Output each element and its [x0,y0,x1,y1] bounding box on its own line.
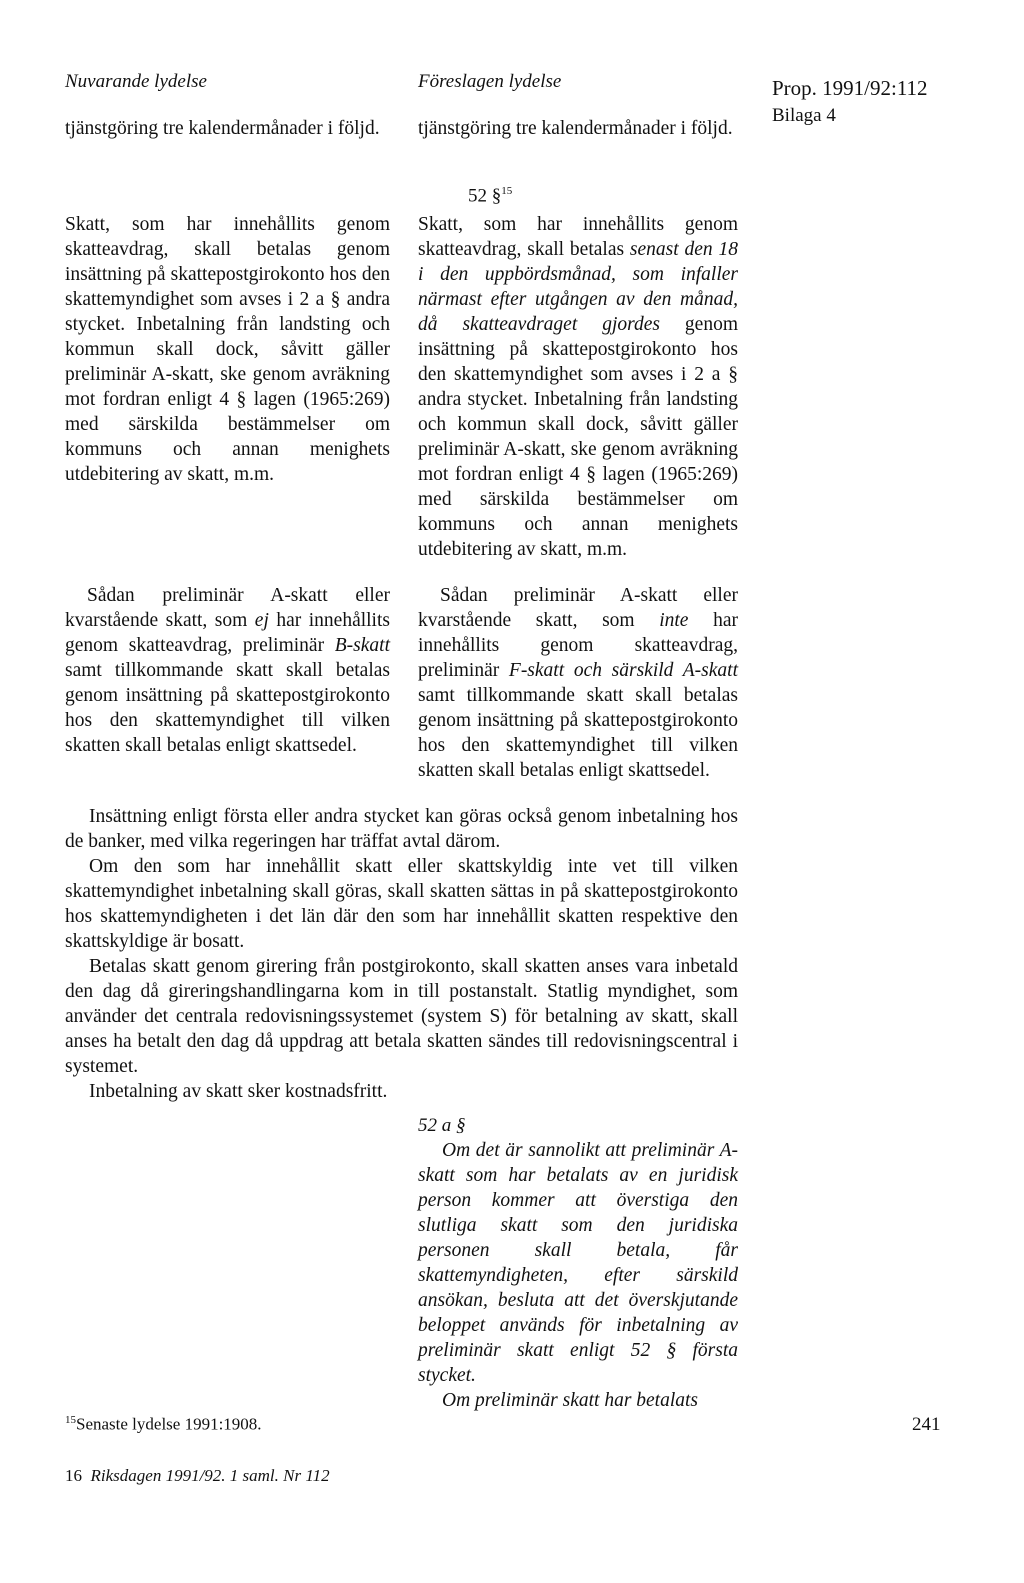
section-52-heading [468,185,512,207]
section-52-label: 52 § [468,185,502,207]
print-footer [65,1466,330,1486]
left-p2-c: har innehållits genom skatteavdrag, preliminär [65,610,390,656]
left-p2-b-skatt: B-skatt [334,635,390,656]
page-number: 241 [912,1414,941,1435]
column-header-proposed: Föreslagen lydelse [418,71,562,92]
footnote [65,1414,262,1435]
right-p2-f-skatt: F-skatt och särskild A-skatt [508,660,738,681]
right-p2-a: Sådan preliminär A-skatt eller kvarstående skatt, som [418,585,738,631]
full-paragraph-3: Betalas skatt genom girering från postgirokonto, skall skatten anses vara inbetald den dag då gireringshandlingarna kom in till postanstalt. Statlig myndighet, som använder det centrala redovisningssystemet (system S) för betalning av skatt, skall anses ha betalt den dag då uppdrag att betala skatten sändes till redovisningscentral i systemet. [65,956,738,1077]
right-paragraph-1 [418,212,738,562]
section-52a-paragraph-2: Om preliminär skatt har betalats [442,1390,699,1411]
left-paragraph-1: Skatt, som har innehållits genom skatteavdrag, skall betalas genom insättning på skattepostgirokonto hos den skattemyndighet som avses i 2 a § andra stycket. Inbetalning från landsting och kommun skall dock, såvitt gäller preliminär A-skatt, ske genom avräkning mot fordran enligt 4 § lagen (1965:269) med särskilda bestämmelser om kommuns och annan menighets utdebitering av skatt, m.m. [65,214,390,485]
footer-publication: Riksdagen 1991/92. 1 saml. Nr 112 [90,1466,330,1485]
footnote-number: 15 [65,1414,76,1426]
right-p2-e: samt tillkommande skatt skall betalas genom insättning på skattepostgirokonto hos den skattemyndighet till vilken skatten skall betalas enligt skattsedel. [418,685,738,781]
right-p1-c: genom insättning på skattepostgirokonto hos den skattemyndighet som avses i 2 a § andra stycket. Inbetalning från landsting och kommun skall dock, såvitt gäller preliminär A-skatt, ske genom avräkning mot fordran enligt 4 § lagen (1965:269) med särskilda bestämmelser om kommuns och annan menighets utdebitering av skatt, m.m. [418,314,739,560]
left-p2-ej: ej [254,610,269,631]
section-52a-paragraph-1: Om det är sannolikt att preliminär A-skatt som har betalats av en juridisk person kommer att överstiga den slutliga skatt som den juridiska personen skall betala, får skattemyndigheten, efter särskild ansökan, besluta att det överskjutande beloppet används för inbetalning av preliminär skatt enligt 52 § första stycket. [418,1140,738,1386]
full-width-text [65,804,738,1104]
footnote-ref: 15 [501,185,513,197]
left-paragraph-2 [65,583,390,758]
column-header-current: Nuvarande lydelse [65,71,207,92]
full-paragraph-1: Insättning enligt första eller andra stycket kan göras också genom inbetalning hos de banker, med vilka regeringen har träffat avtal därom. [65,806,738,852]
right-continuation: tjänstgöring tre kalendermånader i följd. [418,118,733,139]
left-continuation: tjänstgöring tre kalendermånader i följd. [65,118,380,139]
appendix-label: Bilaga 4 [772,105,836,126]
section-52a-text [418,1138,738,1413]
right-p2-c: har innehållits genom skatteavdrag, preliminär [418,610,738,681]
left-p2-e: samt tillkommande skatt skall betalas genom insättning på skattepostgirokonto hos den skattemyndighet till vilken skatten skall betalas enligt skattsedel. [65,660,390,756]
footer-sheet-number: 16 [65,1466,82,1485]
section-52a-heading: 52 a § [418,1115,466,1136]
full-paragraph-4: Inbetalning av skatt sker kostnadsfritt. [89,1081,388,1102]
footnote-text: Senaste lydelse 1991:1908. [76,1414,262,1434]
right-paragraph-2 [418,583,738,783]
right-p1-emphasis: senast den 18 i den uppbördsmånad, som infaller närmast efter utgången av den månad, då skatteavdraget gjordes [418,239,738,335]
proposition-number: Prop. 1991/92:112 [772,76,928,100]
right-p1-a: Skatt, som har innehållits genom skatteavdrag, skall betalas [418,214,738,260]
full-paragraph-2: Om den som har innehållit skatt eller skattskyldig inte vet till vilken skattemyndighet inbetalning skall göras, skall skatten sättas in på skattepostgirokonto hos skattemyndigheten i det län där den som har innehållit skatten respektive den skattskyldige är bosatt. [65,856,738,952]
left-p2-a: Sådan preliminär A-skatt eller kvarstående skatt, som [65,585,390,631]
right-p2-inte: inte [659,610,689,631]
